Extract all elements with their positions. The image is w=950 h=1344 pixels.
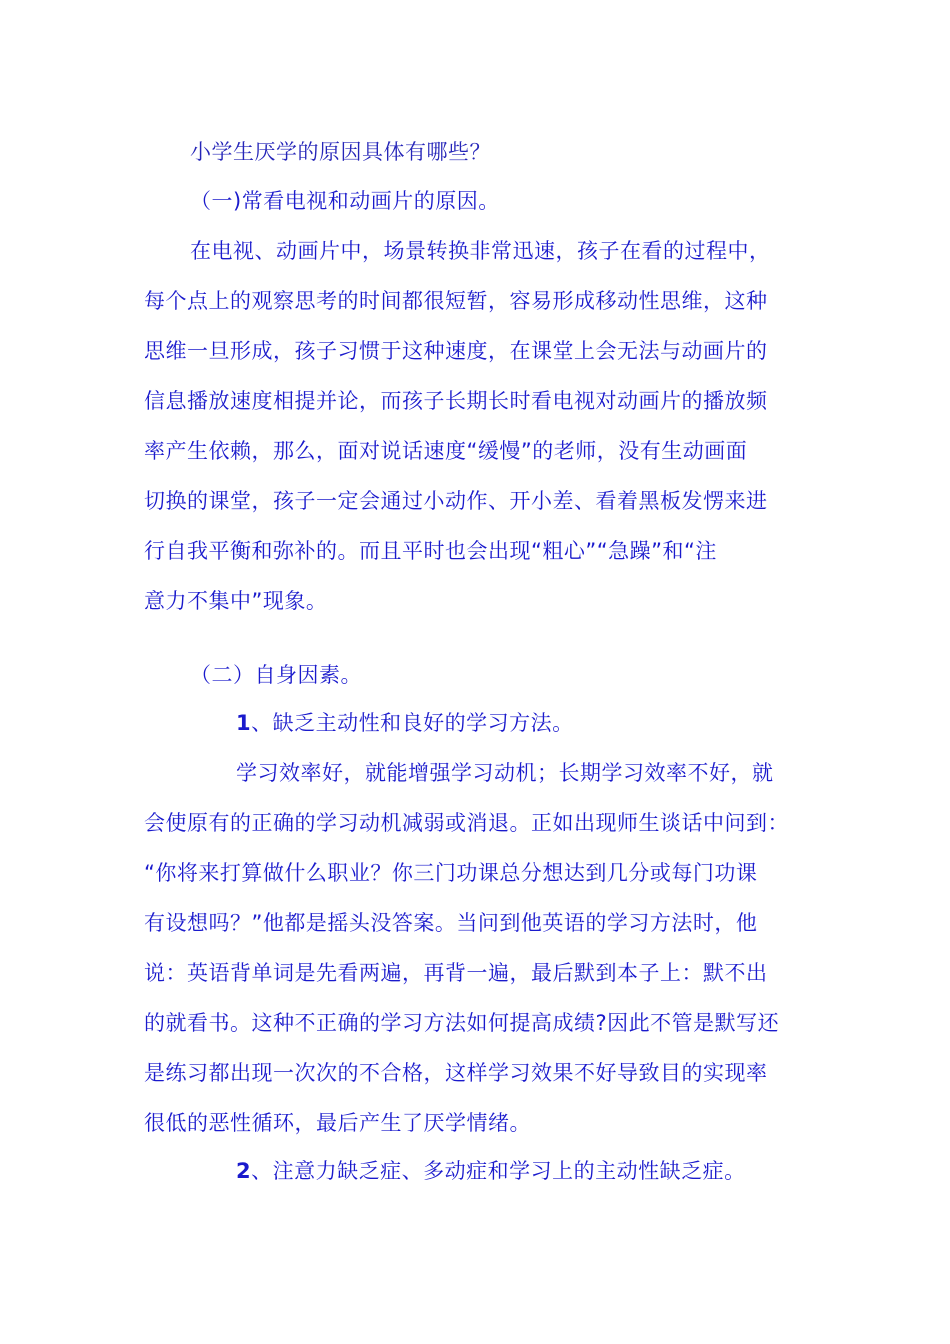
item1-line-1: 学习效率好，就能增强学习动机；长期学习效率不好，就	[236, 761, 774, 785]
section1-line-7: 行自我平衡和弥补的。而且平时也会出现“粗心”“急躁”和“注	[144, 539, 717, 563]
item1-line-8: 很低的恶性循环，最后产生了厌学情绪。	[144, 1111, 531, 1135]
document-title: 小学生厌学的原因具体有哪些？	[190, 140, 491, 164]
item1-line-6: 的就看书。这种不正确的学习方法如何提高成绩?因此不管是默写还	[144, 1011, 780, 1035]
item1-line-2: 会使原有的正确的学习动机减弱或消退。正如出现师生谈话中问到：	[144, 811, 789, 835]
section1-line-3: 思维一旦形成，孩子习惯于这种速度，在课堂上会无法与动画片的	[144, 339, 768, 363]
section1-line-5: 率产生依赖，那么，面对说话速度“缓慢”的老师，没有生动画面	[144, 439, 748, 463]
section1-line-8: 意力不集中”现象。	[144, 589, 328, 613]
item1-line-4: 有设想吗？”他都是摇头没答案。当问到他英语的学习方法时，他	[144, 911, 758, 935]
section1-heading: （一)常看电视和动画片的原因。	[190, 189, 500, 213]
item2-number: 2	[236, 1159, 252, 1183]
item1-line-3: “你将来打算做什么职业？你三门功课总分想达到几分或每门功课	[144, 861, 758, 885]
section2-item2-heading	[236, 1156, 746, 1186]
section1-line-6: 切换的课堂，孩子一定会通过小动作、开小差、看着黑板发愣来进	[144, 489, 768, 513]
section1-line-1: 在电视、动画片中，场景转换非常迅速，孩子在看的过程中，	[190, 239, 771, 263]
section1-line-4: 信息播放速度相提并论，而孩子长期长时看电视对动画片的播放频	[144, 389, 768, 413]
item1-number: 1	[236, 711, 252, 735]
section2-heading: （二）自身因素。	[190, 663, 362, 687]
item1-line-5: 说：英语背单词是先看两遍，再背一遍，最后默到本子上：默不出	[144, 961, 768, 985]
item1-text: 、缺乏主动性和良好的学习方法。	[251, 711, 574, 735]
item2-text: 、注意力缺乏症、多动症和学习上的主动性缺乏症。	[251, 1159, 746, 1183]
section2-item1-heading	[236, 708, 574, 738]
section1-line-2: 每个点上的观察思考的时间都很短暂，容易形成移动性思维，这种	[144, 289, 768, 313]
item1-line-7: 是练习都出现一次次的不合格，这样学习效果不好导致目的实现率	[144, 1061, 768, 1085]
